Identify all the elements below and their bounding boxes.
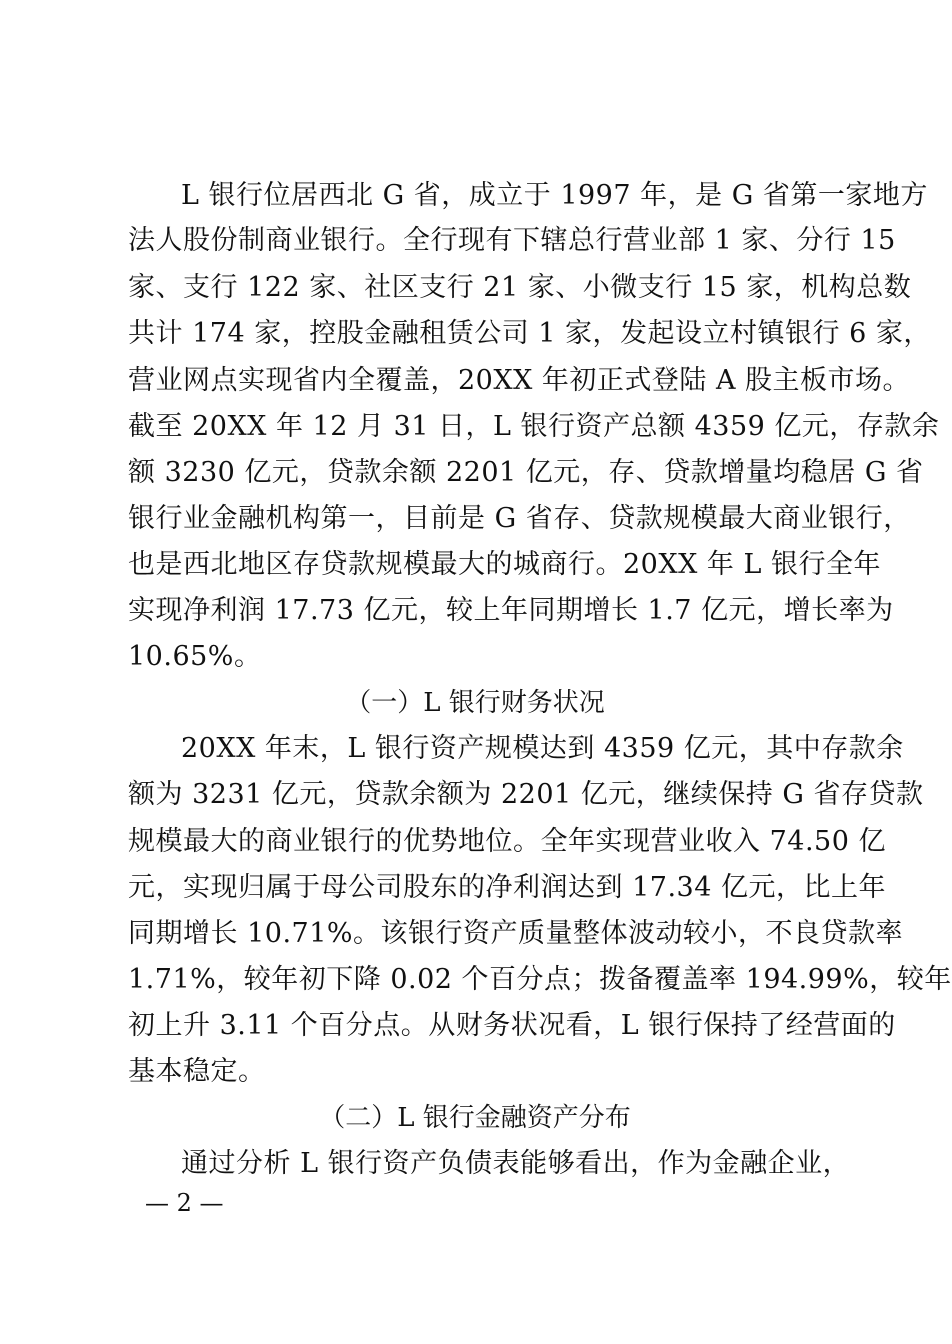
paragraph-line: 通过分析 L 银行资产负债表能够看出，作为金融企业， xyxy=(181,1148,851,1179)
section-heading-asset-distribution: （二）L 银行金融资产分布 xyxy=(319,1103,631,1133)
paragraph-line: 1.71%，较年初下降 0.02 个百分点；拨备覆盖率 194.99%，较年 xyxy=(128,964,952,995)
paragraph-line: 额 3230 亿元，贷款余额 2201 亿元，存、贷款增量均稳居 G 省 xyxy=(128,457,924,488)
paragraph-line: 元，实现归属于母公司股东的净利润达到 17.34 亿元，比上年 xyxy=(128,872,886,903)
paragraph-line: 10.65%。 xyxy=(128,641,262,672)
paragraph-line: 额为 3231 亿元，贷款余额为 2201 亿元，继续保持 G 省存贷款 xyxy=(128,779,924,810)
paragraph-line: 营业网点实现省内全覆盖，20XX 年初正式登陆 A 股主板市场。 xyxy=(128,365,911,396)
paragraph-line: 20XX 年末，L 银行资产规模达到 4359 亿元，其中存款余 xyxy=(181,733,904,764)
paragraph-line: 也是西北地区存贷款规模最大的城商行。20XX 年 L 银行全年 xyxy=(128,549,881,580)
paragraph-line: 法人股份制商业银行。全行现有下辖总行营业部 1 家、分行 15 xyxy=(128,225,896,256)
section-heading-financial-status: （一）L 银行财务状况 xyxy=(345,688,605,718)
paragraph-line: 家、支行 122 家、社区支行 21 家、小微支行 15 家，机构总数 xyxy=(128,272,912,303)
page-number: — 2 — xyxy=(145,1189,224,1217)
paragraph-line: 规模最大的商业银行的优势地位。全年实现营业收入 74.50 亿 xyxy=(128,826,886,857)
paragraph-line: 基本稳定。 xyxy=(128,1056,266,1087)
paragraph-line: 初上升 3.11 个百分点。从财务状况看，L 银行保持了经营面的 xyxy=(128,1010,896,1041)
paragraph-line: 共计 174 家，控股金融租赁公司 1 家，发起设立村镇银行 6 家， xyxy=(128,318,931,349)
paragraph-line: 截至 20XX 年 12 月 31 日，L 银行资产总额 4359 亿元，存款余 xyxy=(128,411,940,442)
paragraph-line: 同期增长 10.71%。该银行资产质量整体波动较小，不良贷款率 xyxy=(128,918,904,949)
paragraph-line: L 银行位居西北 G 省，成立于 1997 年，是 G 省第一家地方 xyxy=(181,180,928,211)
paragraph-line: 实现净利润 17.73 亿元，较上年同期增长 1.7 亿元，增长率为 xyxy=(128,595,894,626)
paragraph-line: 银行业金融机构第一，目前是 G 省存、贷款规模最大商业银行， xyxy=(128,503,911,534)
